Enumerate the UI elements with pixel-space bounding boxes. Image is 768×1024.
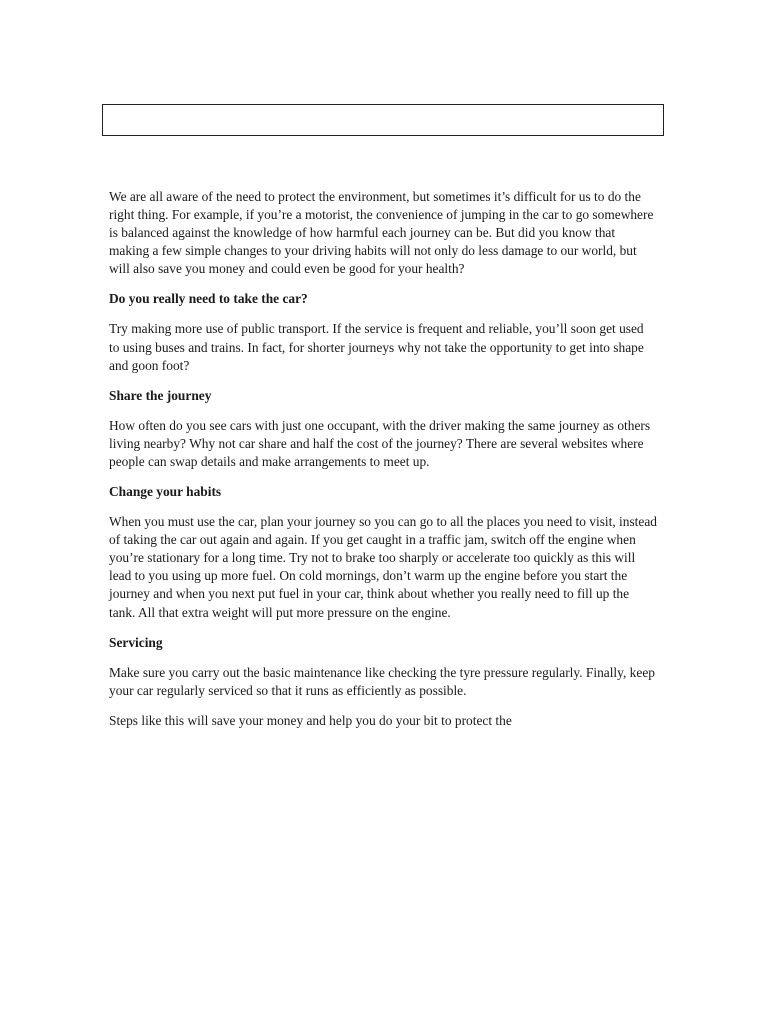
section-paragraph: When you must use the car, plan your journey so you can go to all the places you need to visit, instead of taking the car out again and again. If you get caught in a traffic jam, switch off the engine when you’re stationary for a long time. Try not to brake too sharply or accelerate too quickly as this will lead to you using up more fuel. On cold mornings, don’t warm up the engine before you start the journey and when you next put fuel in your car, think about whether you really need to fill up the tank. All that extra weight will put more pressure on the engine. [109, 514, 657, 620]
section-heading: Share the journey [109, 387, 212, 403]
section-paragraph: Try making more use of public transport. If the service is frequent and reliable, you’ll soon get used to using buses and trains. In fact, for shorter journeys why not take the opportunity to get into shape and goon foot? [109, 321, 644, 373]
title-box [102, 104, 664, 136]
section-heading: Servicing [109, 634, 163, 650]
section-heading: Do you really need to take the car? [109, 291, 308, 307]
closing-paragraph: Steps like this will save your money and help you do your bit to protect the [109, 712, 512, 728]
article-body [109, 188, 657, 742]
section-heading: Change your habits [109, 484, 222, 500]
intro-paragraph: We are all aware of the need to protect the environment, but sometimes it’s difficult for us to do the right thing. For example, if you’re a motorist, the convenience of jumping in the car to go somewhere is balanced against the knowledge of how harmful each journey can be. But did you know that making a few simple changes to your driving habits will not only do less damage to our world, but will also save you money and could even be good for your health? [109, 189, 654, 277]
section-paragraph: How often do you see cars with just one occupant, with the driver making the same journey as others living nearby? Why not car share and half the cost of the journey? There are several websites where people can swap details and make arrangements to meet up. [109, 417, 651, 469]
section-paragraph: Make sure you carry out the basic maintenance like checking the tyre pressure regularly. Finally, keep your car regularly serviced so that it runs as efficiently as possible. [109, 664, 655, 698]
